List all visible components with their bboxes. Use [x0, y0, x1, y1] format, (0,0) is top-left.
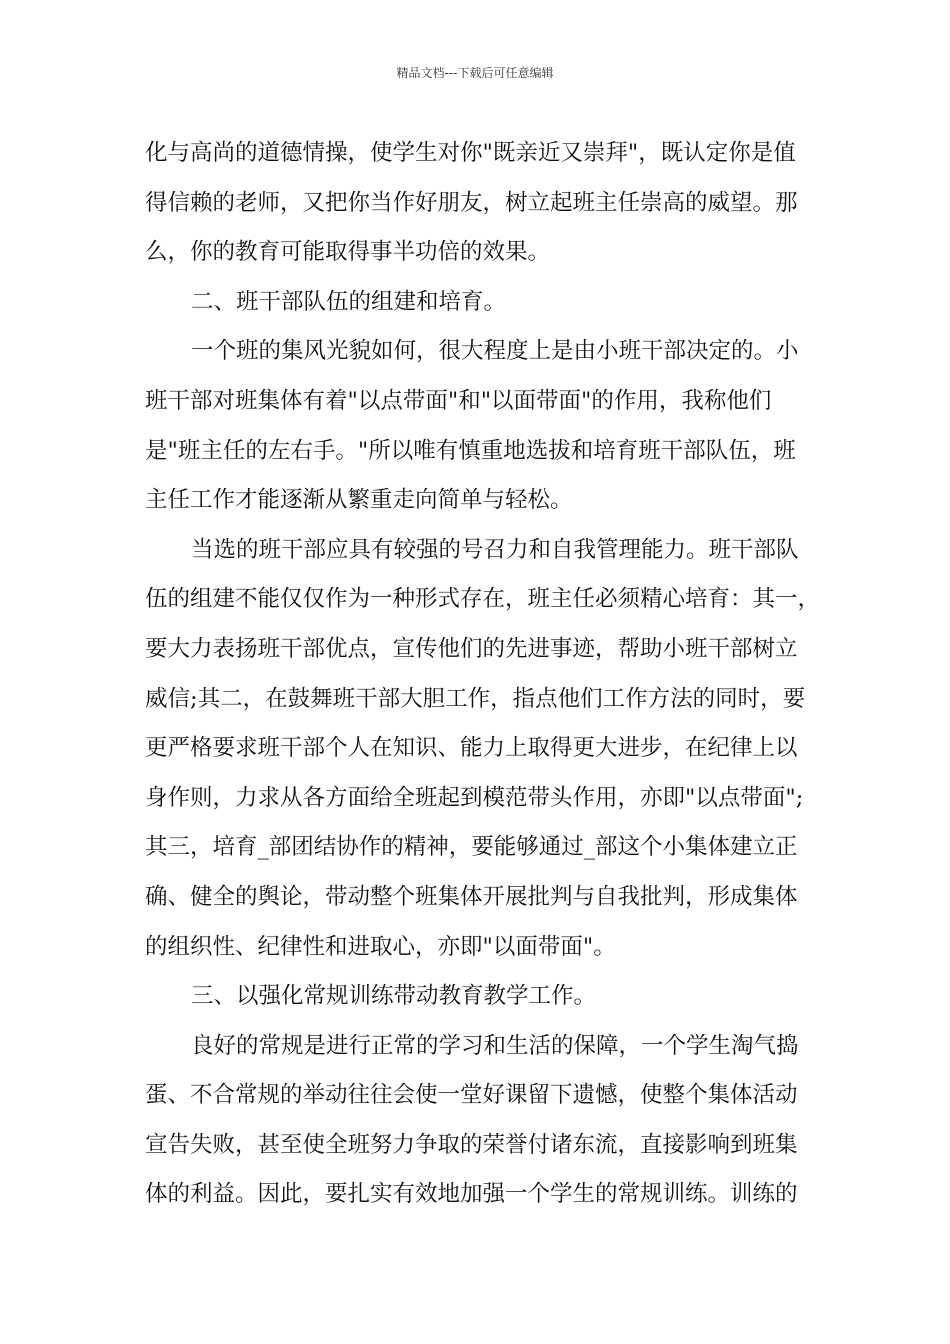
text-line: 么，你的教育可能取得事半功倍的效果。: [145, 239, 551, 266]
page-header: 精品文档---下载后可任意编辑: [396, 66, 554, 80]
heading-line: 三、以强化常规训练带动教育教学工作。: [191, 983, 597, 1010]
text-line: 其三，培育_部团结协作的精神，要能够通过_部这个小集体建立正: [145, 834, 798, 861]
text-line: 良好的常规是进行正常的学习和生活的保障，一个学生淘气捣: [191, 1032, 799, 1059]
paragraph-cadre-training: [145, 526, 821, 972]
text-line: 更严格要求班干部个人在知识、能力上取得更大进步，在纪律上以: [145, 735, 798, 762]
text-line: 主任工作才能逐渐从繁重走向简单与轻松。: [145, 487, 573, 514]
section-heading-3: [145, 972, 815, 1022]
text-line: 得信赖的老师，又把你当作好朋友，树立起班主任崇高的威望。那: [145, 189, 798, 216]
text-line: 是"班主任的左右手。"所以唯有慎重地选拔和培育班干部队伍，班: [145, 437, 796, 464]
text-line: 蛋、不合常规的举动往往会使一堂好课留下遗憾，使整个集体活动: [145, 1082, 798, 1109]
document-body: [145, 129, 821, 1220]
text-line: 一个班的集风光貌如何，很大程度上是由小班干部决定的。小: [191, 338, 799, 365]
text-line: 伍的组建不能仅仅作为一种形式存在，班主任必须精心培育：其一，: [145, 586, 821, 613]
text-line: 的组织性、纪律性和进取心，亦即"以面带面"。: [145, 933, 616, 960]
text-line: 宣告失败，甚至使全班努力争取的荣誉付诸东流，直接影响到班集: [145, 1131, 798, 1158]
paragraph-routine-training: [145, 1022, 815, 1220]
text-line: 化与高尚的道德情操，使学生对你"既亲近又崇拜"，既认定你是值: [145, 140, 796, 166]
text-line: 身作则，力求从各方面给全班起到模范带头作用，亦即"以点带面";: [145, 784, 804, 811]
text-line: 确、健全的舆论，带动整个班集体开展批判与自我批判，形成集体: [145, 883, 798, 910]
text-line: 当选的班干部应具有较强的号召力和自我管理能力。班干部队: [191, 536, 799, 563]
paragraph-class-cadre-role: [145, 327, 815, 525]
text-line: 体的利益。因此，要扎实有效地加强一个学生的常规训练。训练的: [145, 1181, 798, 1208]
paragraph-continuation: [145, 129, 815, 278]
text-line: 要大力表扬班干部优点，宣传他们的先进事迹，帮助小班干部树立: [145, 635, 798, 662]
heading-line: 二、班干部队伍的组建和培育。: [191, 288, 507, 315]
text-line: 班干部对班集体有着"以点带面"和"以面带面"的作用，我称他们: [145, 387, 772, 414]
section-heading-2: [145, 278, 815, 328]
text-line: 威信;其二，在鼓舞班干部大胆工作，指点他们工作方法的同时，要: [145, 685, 806, 712]
